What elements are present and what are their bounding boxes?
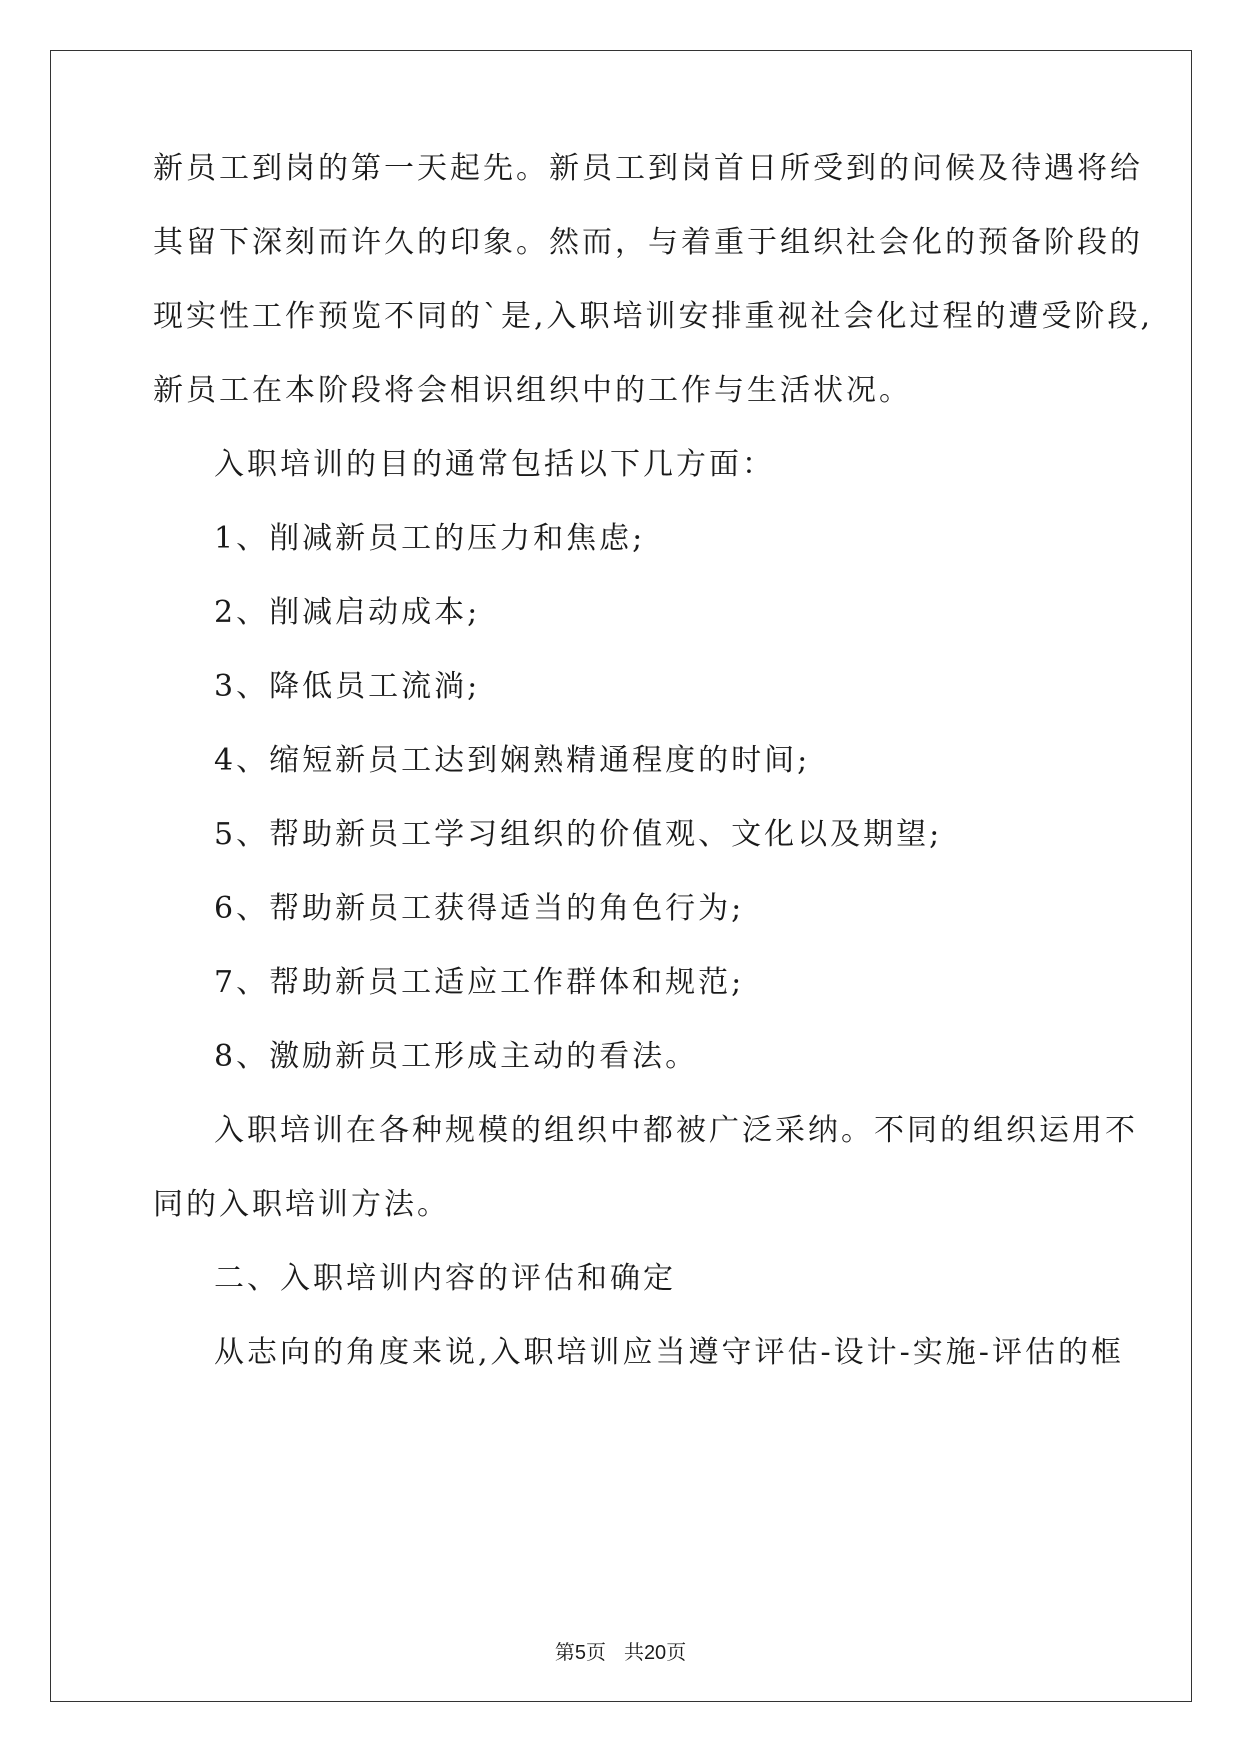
list-item: 7、帮助新员工适应工作群体和规范; xyxy=(214,965,745,1000)
list-item: 3、降低员工流淌; xyxy=(214,669,481,704)
total-prefix: 共 xyxy=(623,1640,644,1664)
list-item: 4、缩短新员工达到娴熟精通程度的时间; xyxy=(214,743,811,778)
paragraph-line: 其留下深刻而许久的印象。然而，与着重于组织社会化的预备阶段的 xyxy=(153,225,1143,260)
total-unit: 页 xyxy=(666,1640,687,1664)
page-border xyxy=(50,50,1192,1702)
list-item: 1、削减新员工的压力和焦虑; xyxy=(214,521,646,556)
paragraph-line: 从志向的角度来说,入职培训应当遵守评估-设计-实施-评估的框 xyxy=(214,1335,1124,1370)
list-item: 2、削减启动成本; xyxy=(214,595,481,630)
total-pages: 20 xyxy=(643,1642,667,1664)
list-item: 8、激励新员工形成主动的看法。 xyxy=(214,1039,699,1074)
paragraph-line: 现实性工作预览不同的`是,入职培训安排重视社会化过程的遭受阶段, xyxy=(153,299,1154,334)
list-item: 6、帮助新员工获得适当的角色行为; xyxy=(214,891,745,926)
paragraph-line: 新员工到岗的第一天起先。新员工到岗首日所受到的问候及待遇将给 xyxy=(153,151,1143,186)
list-item: 5、帮助新员工学习组织的价值观、文化以及期望; xyxy=(214,817,943,852)
page-unit: 页 xyxy=(585,1640,606,1664)
page-prefix: 第 xyxy=(554,1640,575,1664)
section-heading: 二、入职培训内容的评估和确定 xyxy=(214,1261,676,1296)
paragraph-line: 新员工在本阶段将会相识组织中的工作与生活状况。 xyxy=(153,373,912,408)
paragraph-line: 入职培训在各种规模的组织中都被广泛采纳。不同的组织运用不 xyxy=(214,1113,1138,1148)
paragraph-line: 同的入职培训方法。 xyxy=(153,1187,450,1222)
paragraph-line: 入职培训的目的通常包括以下几方面： xyxy=(214,447,775,482)
page-number: 5 xyxy=(574,1642,586,1664)
page-footer xyxy=(0,1642,1241,1663)
